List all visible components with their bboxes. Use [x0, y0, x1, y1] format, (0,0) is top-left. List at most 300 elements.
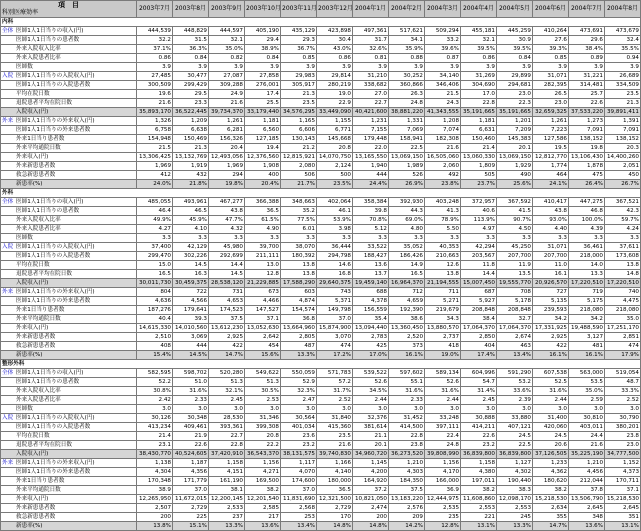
table-cell: 37.8 — [569, 486, 605, 495]
table-cell: 13,612,230 — [209, 324, 245, 333]
table-cell: 14.8 — [605, 270, 641, 279]
table-cell: 218,080 — [569, 306, 605, 315]
table-cell: 2,645 — [605, 504, 641, 513]
table-cell: 2.44 — [353, 396, 389, 405]
table-cell: 36,273,520 — [389, 450, 425, 459]
table-cell: 34.2 — [569, 315, 605, 324]
table-cell: 24.4 — [569, 432, 605, 441]
table-cell: 21.6 — [425, 144, 461, 153]
row-label-text: 医師1人1日当りの入院収入(円) — [16, 414, 95, 421]
table-cell: 48.7 — [605, 378, 641, 387]
table-cell: 35.0 — [605, 315, 641, 324]
table-cell: 360,866 — [389, 81, 425, 90]
table-cell: 17,064,370 — [497, 324, 533, 333]
row-label — [1, 423, 137, 432]
row-label — [1, 63, 137, 72]
table-cell: 15.4% — [137, 351, 173, 360]
table-cell: 12.8% — [425, 522, 461, 531]
table-cell: 31,452 — [389, 414, 425, 423]
table-cell: 19.4 — [245, 144, 281, 153]
table-cell: 31.7% — [317, 387, 353, 396]
table-cell: 423,898 — [317, 27, 353, 36]
row-label — [1, 45, 137, 54]
table-cell: 14.2% — [389, 522, 425, 531]
table-cell: 25.5 — [245, 99, 281, 108]
table-cell: 36,461 — [569, 243, 605, 252]
table-cell: 12,376,560 — [245, 153, 281, 162]
table-cell: 16.5 — [137, 270, 173, 279]
table-cell: 13.6 — [353, 261, 389, 270]
row-category: 入院 — [2, 243, 14, 250]
month-header: 2004年1月 — [353, 1, 389, 18]
table-cell: 38.9 — [137, 486, 173, 495]
table-cell: 2,535 — [425, 504, 461, 513]
table-cell: 17,064,370 — [461, 324, 497, 333]
table-cell: 14.5 — [173, 261, 209, 270]
table-cell: 33.3% — [605, 387, 641, 396]
table-cell: 20.4% — [245, 180, 281, 189]
table-cell: 22.6 — [461, 432, 497, 441]
table-cell: 33,880 — [497, 414, 533, 423]
table-cell: 29.4 — [245, 36, 281, 45]
table-cell: 21.2 — [281, 144, 317, 153]
table-cell: 299,429 — [173, 81, 209, 90]
table-cell: 743 — [317, 288, 353, 297]
row-category: 全体 — [2, 369, 14, 376]
table-cell: 5.50 — [425, 225, 461, 234]
table-cell: 15,874,900 — [317, 324, 353, 333]
table-cell: 38,881,220 — [389, 108, 425, 117]
table-cell: 490 — [497, 171, 533, 180]
table-cell: 239,593 — [533, 306, 569, 315]
table-row — [1, 387, 641, 396]
table-cell: 42.3 — [605, 207, 641, 216]
table-cell: 11.9 — [497, 261, 533, 270]
table-cell: 31,346 — [245, 414, 281, 423]
table-cell: 52.6 — [425, 378, 461, 387]
table-row — [1, 72, 641, 81]
table-cell: 35.2 — [281, 207, 317, 216]
table-cell: 245 — [497, 513, 533, 522]
table-cell: 4,475 — [605, 297, 641, 306]
table-cell: 149,798 — [317, 306, 353, 315]
table-cell: 200 — [137, 513, 173, 522]
table-cell: 19,459,140 — [353, 279, 389, 288]
table-cell: 23.8% — [425, 180, 461, 189]
table-cell: 32,659,325 — [533, 108, 569, 117]
table-cell: 23.5% — [317, 180, 353, 189]
table-cell: 39.5% — [497, 45, 533, 54]
table-cell: 51.0 — [173, 378, 209, 387]
table-cell: 127,185 — [245, 135, 281, 144]
row-label — [1, 414, 137, 423]
row-label — [1, 369, 137, 378]
table-cell: 22.5 — [497, 441, 533, 450]
table-cell: 7,091 — [569, 126, 605, 135]
table-cell: 2,645 — [569, 504, 605, 513]
table-cell: 673 — [245, 288, 281, 297]
table-cell: 348,663 — [281, 198, 317, 207]
table-cell: 12,201,540 — [245, 495, 281, 504]
row-category: 入院 — [2, 414, 14, 421]
table-cell: 39.6% — [425, 45, 461, 54]
row-label-text: 外来入院収入比率 — [16, 45, 61, 52]
table-row — [1, 261, 641, 270]
header-row — [1, 1, 641, 18]
table-cell: 37,611 — [605, 243, 641, 252]
table-cell: 35.0% — [209, 45, 245, 54]
table-cell: 37,400 — [137, 243, 173, 252]
table-cell: 212,044 — [569, 477, 605, 486]
table-cell: 235 — [425, 513, 461, 522]
row-label — [1, 126, 137, 135]
row-label — [1, 288, 137, 297]
table-cell: 24.1% — [533, 180, 569, 189]
table-cell: 13,094,440 — [353, 324, 389, 333]
table-cell: 11.0 — [533, 261, 569, 270]
table-cell: 17,220,510 — [569, 279, 605, 288]
table-cell: 5,927 — [461, 297, 497, 306]
row-category: 全体 — [2, 198, 14, 205]
table-cell: 13.8 — [425, 270, 461, 279]
table-cell: 414,211 — [461, 423, 497, 432]
table-cell: 31,221 — [569, 72, 605, 81]
row-label-text: 退院患者平均在院日数 — [16, 99, 72, 106]
table-cell: 40.4 — [137, 315, 173, 324]
table-cell: 4,636 — [137, 297, 173, 306]
table-cell: 300,509 — [137, 81, 173, 90]
table-cell: 367,592 — [497, 198, 533, 207]
table-cell: 52.5 — [533, 378, 569, 387]
table-cell: 0.84 — [497, 54, 533, 63]
table-cell: 37.5 — [209, 315, 245, 324]
row-label-text: 外来収入(円) — [16, 495, 49, 502]
table-cell: 34.2 — [533, 315, 569, 324]
table-cell: 407,121 — [497, 423, 533, 432]
table-cell: 225 — [173, 513, 209, 522]
table-cell: 420,060 — [533, 423, 569, 432]
table-cell: 16.8 — [317, 270, 353, 279]
row-label — [1, 234, 137, 243]
table-row — [1, 144, 641, 153]
table-cell: 487 — [281, 342, 317, 351]
table-cell: 35.5% — [605, 45, 641, 54]
table-cell: 1,940 — [353, 162, 389, 171]
table-cell: 39,808,990 — [425, 450, 461, 459]
table-cell: 6,631 — [461, 126, 497, 135]
table-cell: 397,111 — [425, 423, 461, 432]
table-cell: 3.9 — [569, 63, 605, 72]
table-cell: 473,679 — [605, 27, 641, 36]
table-cell: 4,303 — [389, 468, 425, 477]
table-cell: 17,220,510 — [605, 279, 641, 288]
row-label — [1, 495, 137, 504]
table-cell: 292,699 — [209, 252, 245, 261]
table-cell: 35,225,190 — [569, 450, 605, 459]
table-cell: 207,700 — [533, 252, 569, 261]
table-cell: 21.6 — [569, 441, 605, 450]
row-label-text: 医師1人1日当りの収入(円) — [16, 369, 84, 376]
table-cell: 4.10 — [173, 225, 209, 234]
table-cell: 23.8 — [389, 441, 425, 450]
table-row — [1, 243, 641, 252]
table-cell: 164,920 — [353, 477, 389, 486]
table-cell: 1,156 — [245, 459, 281, 468]
table-cell: 39,700 — [245, 243, 281, 252]
table-cell: 32.1 — [209, 36, 245, 45]
table-cell: 40.6 — [461, 207, 497, 216]
table-cell: 29.6 — [569, 36, 605, 45]
table-cell: 209 — [389, 513, 425, 522]
table-cell: 6,771 — [317, 126, 353, 135]
table-cell: 14.7% — [533, 522, 569, 531]
table-cell: 3.3 — [425, 234, 461, 243]
table-cell: 22.7 — [209, 432, 245, 441]
table-cell: 54.7 — [461, 378, 497, 387]
table-cell: 582,595 — [137, 369, 173, 378]
table-cell: 208,848 — [497, 306, 533, 315]
row-label-text: 医師1人1日当りの入院患者数 — [16, 81, 91, 88]
table-cell: 30.5% — [245, 387, 281, 396]
table-cell: 372,957 — [461, 198, 497, 207]
table-cell: 3.3 — [569, 234, 605, 243]
month-header: 2004年8月 — [605, 1, 641, 18]
table-cell: 5,175 — [569, 297, 605, 306]
table-cell: 539,522 — [353, 369, 389, 378]
table-cell: 373 — [389, 342, 425, 351]
table-cell: 23.6 — [281, 432, 317, 441]
table-cell: 36.5 — [245, 207, 281, 216]
table-cell: 1,969 — [209, 162, 245, 171]
item-label: 項 目 — [58, 1, 79, 9]
table-cell: 29.3 — [281, 36, 317, 45]
table-cell: 170,348 — [137, 477, 173, 486]
table-cell: 27.0 — [353, 90, 389, 99]
table-cell: 1,152 — [605, 459, 641, 468]
table-cell: 1,391 — [605, 117, 641, 126]
table-cell: 12,098,170 — [497, 495, 533, 504]
table-cell: 39.3% — [533, 45, 569, 54]
table-cell: 14.4 — [461, 270, 497, 279]
table-cell: 14.4 — [209, 261, 245, 270]
table-cell: 4.24 — [605, 225, 641, 234]
table-cell: 1,155 — [317, 117, 353, 126]
table-cell: 19,555,770 — [497, 279, 533, 288]
row-label — [1, 513, 137, 522]
table-cell: 6,638 — [173, 126, 209, 135]
row-category: 入院 — [2, 72, 14, 79]
table-cell: 31,071 — [533, 72, 569, 81]
table-cell: 28,538,120 — [209, 279, 245, 288]
table-cell: 145,383 — [497, 135, 533, 144]
table-cell: 1,158 — [461, 459, 497, 468]
table-cell: 16,505,060 — [425, 153, 461, 162]
table-cell: 22.5 — [389, 144, 425, 153]
table-cell: 3.9 — [209, 63, 245, 72]
table-cell: 180,000 — [317, 477, 353, 486]
table-cell: 517,621 — [389, 27, 425, 36]
table-cell: 170,711 — [605, 477, 641, 486]
row-label-text: 外来1日当り患者数 — [16, 135, 65, 142]
table-cell: 473,691 — [569, 27, 605, 36]
table-cell: 13,880,570 — [425, 324, 461, 333]
table-row — [1, 459, 641, 468]
table-cell: 31.5 — [173, 36, 209, 45]
table-cell: 22.0 — [353, 144, 389, 153]
table-cell: 4,456 — [569, 468, 605, 477]
table-row — [1, 306, 641, 315]
table-row — [1, 99, 641, 108]
table-cell: 1,209 — [173, 117, 209, 126]
table-cell: 37.1% — [137, 45, 173, 54]
table-cell: 27.6 — [533, 36, 569, 45]
table-cell: 1,145 — [353, 459, 389, 468]
row-label-text: 平均在院日数 — [16, 90, 50, 97]
table-cell: 187,276 — [137, 306, 173, 315]
table-cell: 455,181 — [461, 27, 497, 36]
table-cell: 444 — [353, 171, 389, 180]
table-row — [1, 279, 641, 288]
row-label — [1, 522, 137, 531]
row-label — [1, 27, 137, 36]
table-cell: 13.5 — [497, 270, 533, 279]
table-cell: 3.0 — [497, 405, 533, 414]
table-row — [1, 405, 641, 414]
table-cell: 4,140 — [317, 468, 353, 477]
table-cell: 36,839,800 — [461, 450, 497, 459]
table-cell: 41.5 — [497, 207, 533, 216]
table-cell: 597,602 — [389, 369, 425, 378]
row-label — [1, 324, 137, 333]
month-header: 2004年3月 — [425, 1, 461, 18]
table-cell: 20.3 — [605, 144, 641, 153]
table-cell: 25.6% — [497, 180, 533, 189]
table-cell: 1,187 — [173, 459, 209, 468]
row-label-text: 医師1人1日当りの入院収入(円) — [16, 72, 95, 79]
table-cell: 505 — [461, 171, 497, 180]
item-header — [1, 1, 137, 18]
table-cell: 17.9% — [605, 351, 641, 360]
table-cell: 13,165,550 — [353, 153, 389, 162]
table-row — [1, 504, 641, 513]
table-cell: 27,087 — [209, 72, 245, 81]
table-cell: 2.59 — [569, 396, 605, 405]
table-cell: 158,941 — [389, 135, 425, 144]
table-cell: 16,964,370 — [389, 279, 425, 288]
table-cell: 1,231 — [353, 117, 389, 126]
table-cell: 32.6% — [353, 45, 389, 54]
table-cell: 26,689 — [605, 72, 641, 81]
table-row — [1, 108, 641, 117]
row-label — [1, 153, 137, 162]
table-row — [1, 216, 641, 225]
table-row — [1, 495, 641, 504]
table-row — [1, 486, 641, 495]
table-cell: 21.3 — [605, 99, 641, 108]
table-cell: 4.40 — [533, 225, 569, 234]
table-cell: 299,470 — [137, 252, 173, 261]
table-cell: 55.1 — [389, 378, 425, 387]
table-cell: 130,143 — [281, 135, 317, 144]
table-cell: 367,521 — [605, 198, 641, 207]
table-cell: 30,011,730 — [137, 279, 173, 288]
table-row — [1, 522, 641, 531]
table-cell: 2.33 — [389, 396, 425, 405]
row-label-text: 退院患者平均在院日数 — [16, 441, 72, 448]
table-cell: 464 — [533, 171, 569, 180]
row-label-text: 外来新患患者数 — [16, 504, 56, 511]
table-cell: 474 — [317, 342, 353, 351]
table-cell: 38.2 — [245, 486, 281, 495]
table-cell: 203,567 — [461, 252, 497, 261]
table-cell: 13,106,430 — [569, 153, 605, 162]
table-cell: 16.1% — [569, 351, 605, 360]
table-cell: 23.7% — [461, 180, 497, 189]
table-cell: 30,888 — [461, 414, 497, 423]
table-cell: 3,070 — [317, 333, 353, 342]
table-cell: 401,034 — [281, 423, 317, 432]
table-cell: 0.84 — [245, 54, 281, 63]
table-cell: 200 — [353, 513, 389, 522]
table-cell: 24.9 — [209, 90, 245, 99]
table-cell: 6.01 — [281, 225, 317, 234]
row-label-text: 入院収入(円) — [16, 108, 49, 115]
table-cell: 3.9 — [245, 63, 281, 72]
table-cell: 30,790 — [605, 414, 641, 423]
table-cell: 190,440 — [497, 477, 533, 486]
table-row — [1, 45, 641, 54]
table-cell: 32,376 — [353, 414, 389, 423]
table-cell: 444 — [173, 342, 209, 351]
row-label-text: 医師1人1日当りの外来収入(円) — [16, 117, 95, 124]
table-cell: 13.8 — [281, 261, 317, 270]
table-cell: 0.84 — [173, 54, 209, 63]
table-cell: 4,170 — [425, 468, 461, 477]
row-label — [1, 252, 137, 261]
table-cell: 280,219 — [317, 81, 353, 90]
month-header: 2003年12月 — [317, 1, 353, 18]
row-label-text: 医師1人1日当りの外来患者数 — [16, 468, 91, 475]
table-cell: 36,543,370 — [245, 450, 281, 459]
table-cell: 2.45 — [461, 396, 497, 405]
table-cell: 3.9 — [533, 63, 569, 72]
table-cell: 2,851 — [605, 333, 641, 342]
table-cell: 17.4 — [245, 90, 281, 99]
table-cell: 197,011 — [461, 477, 497, 486]
table-cell: 22.2 — [245, 441, 281, 450]
table-cell: 41.3 — [425, 207, 461, 216]
table-cell: 1,261 — [533, 117, 569, 126]
row-category: 外来 — [2, 288, 14, 295]
table-cell: 31,840 — [317, 414, 353, 423]
table-cell: 24.0% — [137, 180, 173, 189]
row-label-text: 医師1人1日当りの入院患者数 — [16, 423, 91, 430]
row-label — [1, 351, 137, 360]
table-cell: 550,059 — [281, 369, 317, 378]
table-cell: 19.8% — [209, 180, 245, 189]
table-cell: 20.1 — [497, 144, 533, 153]
table-cell: 3.0 — [605, 405, 641, 414]
table-cell: 41,343,555 — [425, 108, 461, 117]
table-cell: 2,553 — [461, 504, 497, 513]
row-label-text: 外来入院収入比率 — [16, 387, 61, 394]
table-cell: 309,288 — [209, 81, 245, 90]
table-cell: 16.1% — [533, 351, 569, 360]
table-cell: 2.44 — [425, 396, 461, 405]
row-label — [1, 99, 137, 108]
table-cell: 4,200 — [353, 468, 389, 477]
table-cell: 413,234 — [137, 423, 173, 432]
